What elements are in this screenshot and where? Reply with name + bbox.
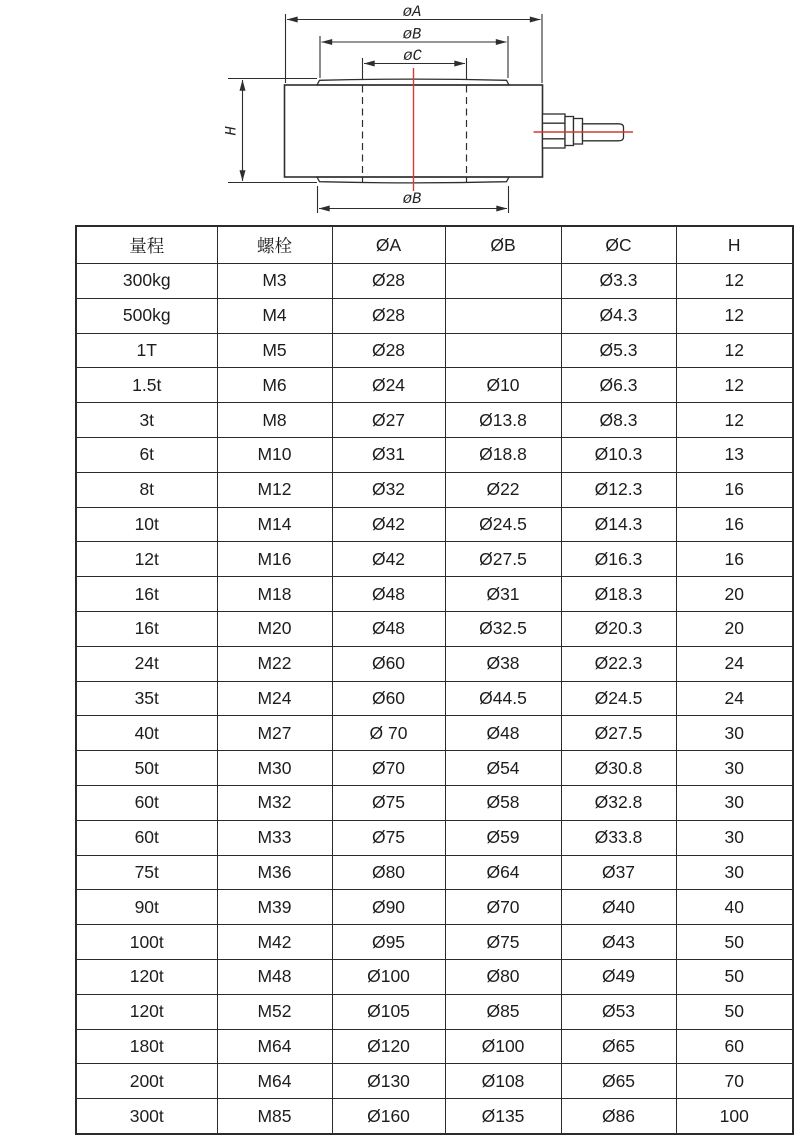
table-cell: Ø24.5 <box>445 507 561 542</box>
table-cell: Ø65 <box>561 1029 676 1064</box>
table-cell: 12t <box>76 542 217 577</box>
header-h: H <box>676 226 793 264</box>
table-cell: Ø27.5 <box>445 542 561 577</box>
table-cell: Ø53 <box>561 994 676 1029</box>
load-cell-dimension-drawing <box>0 0 800 221</box>
table-cell: 12 <box>676 403 793 438</box>
dim-label-dia-c: øC <box>403 47 422 65</box>
table-cell: Ø22 <box>445 472 561 507</box>
table-cell: 12 <box>676 333 793 368</box>
table-cell: Ø70 <box>445 890 561 925</box>
table-cell: 500kg <box>76 298 217 333</box>
table-cell: Ø4.3 <box>561 298 676 333</box>
table-cell: Ø65 <box>561 1064 676 1099</box>
table-cell: Ø54 <box>445 751 561 786</box>
table-cell <box>445 298 561 333</box>
table-cell: Ø13.8 <box>445 403 561 438</box>
table-cell: M16 <box>217 542 332 577</box>
table-cell: 1.5t <box>76 368 217 403</box>
table-cell: Ø14.3 <box>561 507 676 542</box>
table-cell: M8 <box>217 403 332 438</box>
table-cell: Ø105 <box>332 994 445 1029</box>
table-cell: 20 <box>676 577 793 612</box>
table-cell: M5 <box>217 333 332 368</box>
table-cell: M48 <box>217 959 332 994</box>
table-row <box>76 368 793 403</box>
table-cell: M22 <box>217 646 332 681</box>
table-cell: Ø24 <box>332 368 445 403</box>
table-cell: Ø85 <box>445 994 561 1029</box>
table-cell: M85 <box>217 1099 332 1134</box>
table-cell: Ø44.5 <box>445 681 561 716</box>
cable-gland <box>543 114 624 148</box>
table-cell: Ø12.3 <box>561 472 676 507</box>
dimension-table <box>75 225 794 1135</box>
table-cell: Ø135 <box>445 1099 561 1134</box>
table-cell: Ø80 <box>332 855 445 890</box>
table-cell: Ø48 <box>332 577 445 612</box>
table-row <box>76 264 793 299</box>
table-header-row <box>76 226 793 264</box>
table-cell: 50 <box>676 925 793 960</box>
table-cell: 30 <box>676 751 793 786</box>
table-cell: Ø75 <box>332 820 445 855</box>
table-row <box>76 298 793 333</box>
table-cell: 50t <box>76 751 217 786</box>
table-cell: 1T <box>76 333 217 368</box>
table-cell: 60t <box>76 820 217 855</box>
table-cell: 120t <box>76 959 217 994</box>
table-row <box>76 751 793 786</box>
table-cell: M39 <box>217 890 332 925</box>
table-cell: Ø6.3 <box>561 368 676 403</box>
table-cell: 120t <box>76 994 217 1029</box>
table-cell: Ø100 <box>332 959 445 994</box>
table-cell: M6 <box>217 368 332 403</box>
table-row <box>76 1029 793 1064</box>
table-row <box>76 820 793 855</box>
table-cell: 300t <box>76 1099 217 1134</box>
table-cell: 24 <box>676 646 793 681</box>
table-row <box>76 785 793 820</box>
table-row <box>76 716 793 751</box>
table-row <box>76 437 793 472</box>
table-row <box>76 681 793 716</box>
table-cell: Ø37 <box>561 855 676 890</box>
table-cell: 6t <box>76 437 217 472</box>
table-cell: 20 <box>676 611 793 646</box>
table-cell: Ø31 <box>332 437 445 472</box>
table-cell: Ø48 <box>332 611 445 646</box>
table-cell: Ø32 <box>332 472 445 507</box>
table-cell: Ø3.3 <box>561 264 676 299</box>
table-cell: Ø48 <box>445 716 561 751</box>
table-cell: M52 <box>217 994 332 1029</box>
table-cell: Ø8.3 <box>561 403 676 438</box>
table-cell: Ø32.5 <box>445 611 561 646</box>
table-body <box>76 264 793 1134</box>
table-cell: Ø28 <box>332 264 445 299</box>
table-cell: 60 <box>676 1029 793 1064</box>
table-cell: M18 <box>217 577 332 612</box>
table-row <box>76 855 793 890</box>
table-cell: M27 <box>217 716 332 751</box>
table-cell: 100t <box>76 925 217 960</box>
table-row <box>76 646 793 681</box>
table-cell: 16t <box>76 577 217 612</box>
table-row <box>76 959 793 994</box>
table-cell: 90t <box>76 890 217 925</box>
table-cell: M4 <box>217 298 332 333</box>
table-cell: Ø95 <box>332 925 445 960</box>
table-cell: M3 <box>217 264 332 299</box>
table-cell: Ø22.3 <box>561 646 676 681</box>
table-cell: Ø31 <box>445 577 561 612</box>
table-cell: 16 <box>676 472 793 507</box>
table-cell: Ø43 <box>561 925 676 960</box>
table-cell <box>445 264 561 299</box>
table-cell: 16 <box>676 507 793 542</box>
table-cell: Ø70 <box>332 751 445 786</box>
table-cell: Ø24.5 <box>561 681 676 716</box>
table-cell: 16t <box>76 611 217 646</box>
table-cell: M20 <box>217 611 332 646</box>
table-cell: Ø28 <box>332 298 445 333</box>
table-row <box>76 611 793 646</box>
table-row <box>76 507 793 542</box>
table-cell: 30 <box>676 785 793 820</box>
table-cell: Ø160 <box>332 1099 445 1134</box>
table-cell: 10t <box>76 507 217 542</box>
table-cell: Ø16.3 <box>561 542 676 577</box>
table-cell: 40 <box>676 890 793 925</box>
table-cell: 60t <box>76 785 217 820</box>
table-cell: 40t <box>76 716 217 751</box>
table-cell: M42 <box>217 925 332 960</box>
table-cell: Ø120 <box>332 1029 445 1064</box>
table-cell: M32 <box>217 785 332 820</box>
table-cell: 70 <box>676 1064 793 1099</box>
table-cell: Ø49 <box>561 959 676 994</box>
dimension-h <box>228 79 317 183</box>
table-cell: Ø75 <box>332 785 445 820</box>
table-row <box>76 925 793 960</box>
table-row <box>76 542 793 577</box>
table-cell: 50 <box>676 994 793 1029</box>
table-cell: 75t <box>76 855 217 890</box>
table-cell: Ø90 <box>332 890 445 925</box>
table-cell: Ø30.8 <box>561 751 676 786</box>
table-cell: Ø108 <box>445 1064 561 1099</box>
table-row <box>76 1099 793 1134</box>
table-cell: 12 <box>676 368 793 403</box>
table-cell: Ø42 <box>332 507 445 542</box>
table-cell: Ø18.8 <box>445 437 561 472</box>
table-cell: Ø42 <box>332 542 445 577</box>
table-cell: Ø60 <box>332 681 445 716</box>
table-cell: 3t <box>76 403 217 438</box>
header-range: 量程 <box>76 226 217 264</box>
table-cell: Ø58 <box>445 785 561 820</box>
table-cell: M30 <box>217 751 332 786</box>
table-cell: M64 <box>217 1029 332 1064</box>
table-cell: Ø32.8 <box>561 785 676 820</box>
table-row <box>76 994 793 1029</box>
table-cell: 30 <box>676 855 793 890</box>
dim-label-h: H <box>222 126 241 136</box>
header-bolt: 螺栓 <box>217 226 332 264</box>
table-row <box>76 577 793 612</box>
table-cell: M12 <box>217 472 332 507</box>
table-cell: Ø59 <box>445 820 561 855</box>
table-cell: 30 <box>676 716 793 751</box>
table-cell: M10 <box>217 437 332 472</box>
table-cell: M14 <box>217 507 332 542</box>
table-cell: M24 <box>217 681 332 716</box>
table-cell: Ø27 <box>332 403 445 438</box>
table-cell: 24t <box>76 646 217 681</box>
table-cell: 12 <box>676 264 793 299</box>
table-cell: M36 <box>217 855 332 890</box>
table-cell: 12 <box>676 298 793 333</box>
table-cell: 24 <box>676 681 793 716</box>
table-cell: Ø64 <box>445 855 561 890</box>
table-cell: 100 <box>676 1099 793 1134</box>
table-cell: Ø33.8 <box>561 820 676 855</box>
table-cell: 8t <box>76 472 217 507</box>
header-dia-c: ØC <box>561 226 676 264</box>
table-cell: M64 <box>217 1064 332 1099</box>
table-row <box>76 1064 793 1099</box>
table-cell: 180t <box>76 1029 217 1064</box>
table-cell: Ø80 <box>445 959 561 994</box>
table-cell: Ø130 <box>332 1064 445 1099</box>
header-dia-b: ØB <box>445 226 561 264</box>
table-cell: 50 <box>676 959 793 994</box>
table-cell: 300kg <box>76 264 217 299</box>
table-cell: M33 <box>217 820 332 855</box>
table-cell: Ø10.3 <box>561 437 676 472</box>
table-cell <box>445 333 561 368</box>
table-row <box>76 890 793 925</box>
table-cell: Ø60 <box>332 646 445 681</box>
dim-label-dia-b-bottom: øB <box>402 190 422 208</box>
table-cell: Ø5.3 <box>561 333 676 368</box>
table-row <box>76 333 793 368</box>
table-cell: 35t <box>76 681 217 716</box>
table-cell: Ø18.3 <box>561 577 676 612</box>
table-cell: Ø38 <box>445 646 561 681</box>
table-cell: Ø40 <box>561 890 676 925</box>
table-cell: Ø 70 <box>332 716 445 751</box>
table-cell: 200t <box>76 1064 217 1099</box>
table-cell: 16 <box>676 542 793 577</box>
table-row <box>76 403 793 438</box>
table-cell: Ø75 <box>445 925 561 960</box>
dim-label-dia-a: øA <box>402 3 422 21</box>
table-cell: 30 <box>676 820 793 855</box>
table-cell: Ø86 <box>561 1099 676 1134</box>
table-cell: Ø27.5 <box>561 716 676 751</box>
table-cell: Ø100 <box>445 1029 561 1064</box>
table-cell: 13 <box>676 437 793 472</box>
table-row <box>76 472 793 507</box>
table-cell: Ø10 <box>445 368 561 403</box>
header-dia-a: ØA <box>332 226 445 264</box>
dim-label-dia-b-top: øB <box>402 25 422 44</box>
table-cell: Ø28 <box>332 333 445 368</box>
table-cell: Ø20.3 <box>561 611 676 646</box>
